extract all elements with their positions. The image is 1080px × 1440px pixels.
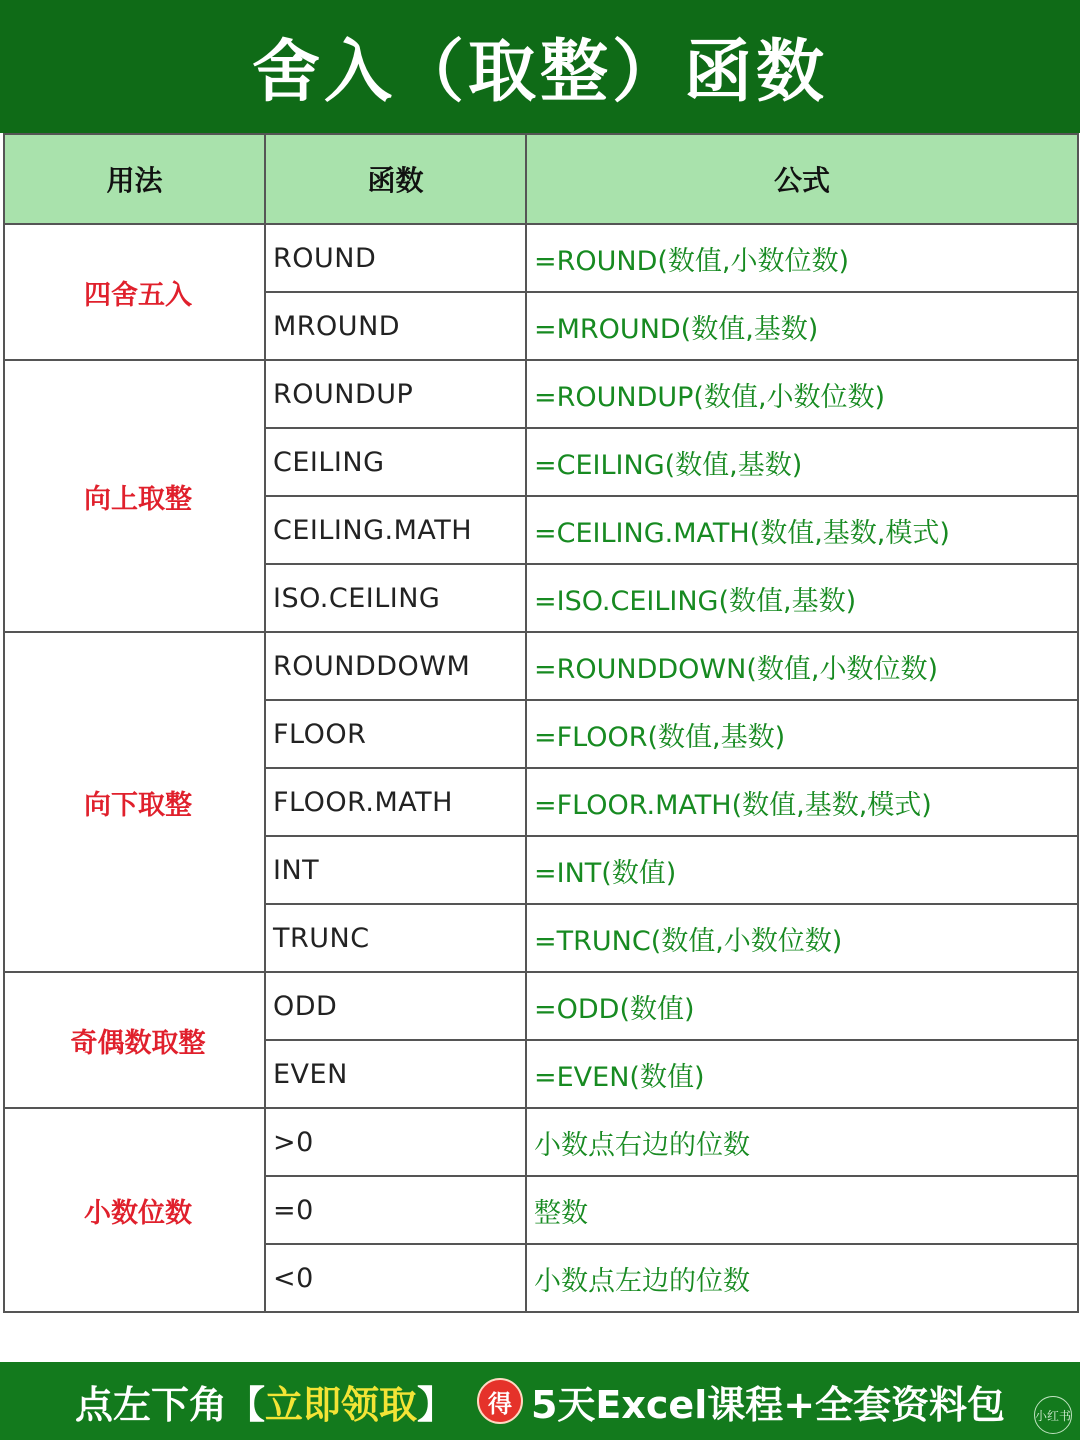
table-row (4, 1108, 1078, 1176)
column-header-function: 函数 (265, 134, 526, 224)
page-title: 舍入（取整）函数 (0, 0, 1080, 133)
formula-cell: =INT(数值) (526, 836, 1078, 904)
function-name-cell: ROUND (265, 224, 526, 292)
formula-cell: =FLOOR(数值,基数) (526, 700, 1078, 768)
promo-footer[interactable] (0, 1362, 1080, 1440)
claim-now-link[interactable]: 立即领取 (264, 1382, 417, 1427)
footer-prefix: 点左下角【 (74, 1382, 265, 1427)
rounding-functions-table (3, 133, 1079, 1313)
watermark-logo: 小红书 (1034, 1396, 1072, 1434)
function-name-cell: ODD (265, 972, 526, 1040)
usage-group-cell: 小数位数 (4, 1108, 265, 1312)
function-name-cell: ROUNDDOWM (265, 632, 526, 700)
function-name-cell: ISO.CEILING (265, 564, 526, 632)
function-name-cell: >0 (265, 1108, 526, 1176)
formula-cell: =FLOOR.MATH(数值,基数,模式) (526, 768, 1078, 836)
table-row (4, 632, 1078, 700)
table-row (4, 972, 1078, 1040)
formula-cell: =ROUNDDOWN(数值,小数位数) (526, 632, 1078, 700)
formula-cell: =ROUND(数值,小数位数) (526, 224, 1078, 292)
formula-cell: 小数点右边的位数 (526, 1108, 1078, 1176)
formula-cell: =CEILING.MATH(数值,基数,模式) (526, 496, 1078, 564)
function-name-cell: EVEN (265, 1040, 526, 1108)
column-header-formula: 公式 (526, 134, 1078, 224)
function-name-cell: <0 (265, 1244, 526, 1312)
table-row (4, 360, 1078, 428)
formula-cell: 整数 (526, 1176, 1078, 1244)
usage-group-cell: 向上取整 (4, 360, 265, 632)
table-header-row (4, 134, 1078, 224)
usage-group-cell: 奇偶数取整 (4, 972, 265, 1108)
formula-cell: =ISO.CEILING(数值,基数) (526, 564, 1078, 632)
formula-cell: =CEILING(数值,基数) (526, 428, 1078, 496)
function-name-cell: CEILING (265, 428, 526, 496)
formula-cell: 小数点左边的位数 (526, 1244, 1078, 1312)
usage-group-cell: 四舍五入 (4, 224, 265, 360)
de-badge-icon: 得 (477, 1378, 523, 1424)
table-body (4, 224, 1078, 1312)
footer-suffix: 】 (416, 1382, 455, 1427)
formula-cell: =ODD(数值) (526, 972, 1078, 1040)
function-name-cell: MROUND (265, 292, 526, 360)
function-name-cell: FLOOR.MATH (265, 768, 526, 836)
formula-cell: =ROUNDUP(数值,小数位数) (526, 360, 1078, 428)
table-row (4, 224, 1078, 292)
function-name-cell: TRUNC (265, 904, 526, 972)
usage-group-cell: 向下取整 (4, 632, 265, 972)
formula-cell: =MROUND(数值,基数) (526, 292, 1078, 360)
function-name-cell: CEILING.MATH (265, 496, 526, 564)
function-name-cell: ROUNDUP (265, 360, 526, 428)
function-name-cell: FLOOR (265, 700, 526, 768)
function-name-cell: INT (265, 836, 526, 904)
function-name-cell: =0 (265, 1176, 526, 1244)
formula-cell: =EVEN(数值) (526, 1040, 1078, 1108)
column-header-usage: 用法 (4, 134, 265, 224)
formula-cell: =TRUNC(数值,小数位数) (526, 904, 1078, 972)
footer-promo-text: 5天Excel课程+全套资料包 (530, 1382, 1006, 1427)
